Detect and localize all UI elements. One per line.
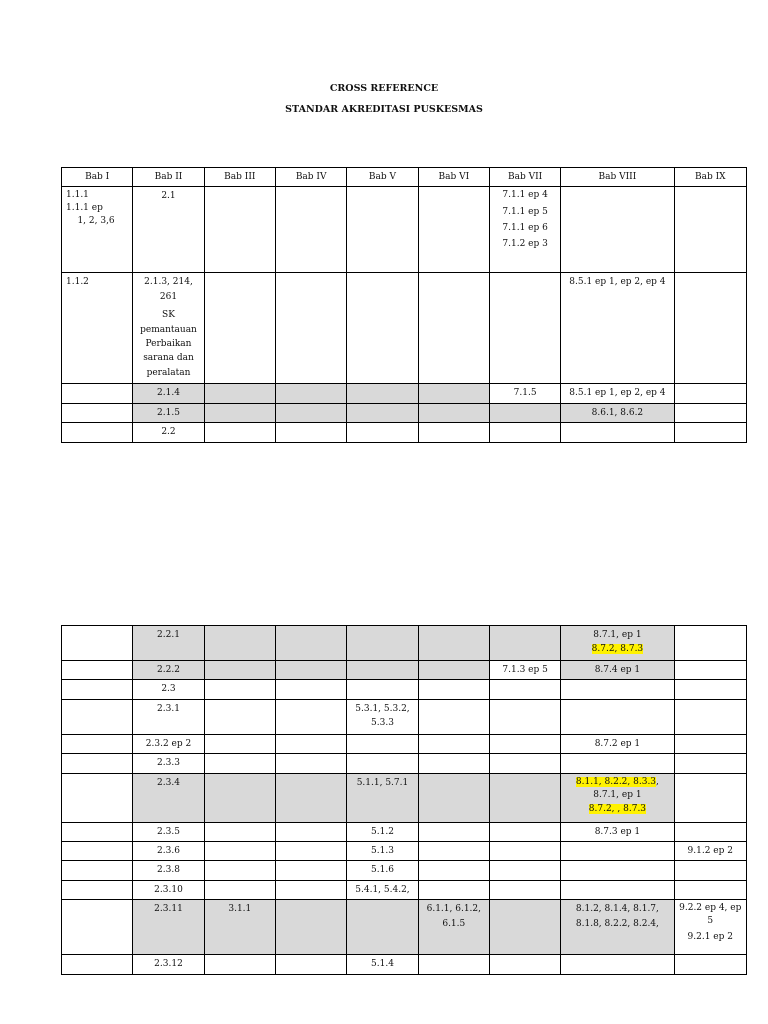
table-cell (347, 626, 418, 661)
table-cell (204, 273, 275, 384)
table-cell (275, 900, 346, 955)
table-row (62, 773, 747, 822)
table-cell (204, 661, 275, 680)
table-cell (418, 423, 489, 442)
table-cell (275, 955, 346, 974)
document-title: CROSS REFERENCE (329, 83, 439, 94)
table-cell (561, 773, 674, 822)
table-row (62, 661, 747, 680)
cell-text: 5.1.3 (371, 845, 394, 856)
table-cell (561, 626, 674, 661)
table-cell (133, 423, 204, 442)
table-cell (204, 754, 275, 773)
table-cell (561, 822, 674, 841)
cell-text: 5.1.2 (371, 826, 394, 837)
table-cell (62, 661, 133, 680)
table-cell (347, 773, 418, 822)
table-cell (347, 955, 418, 974)
cell-text: 2.1.5 (157, 407, 180, 418)
table-cell (204, 773, 275, 822)
table-cell (489, 734, 560, 753)
table-cell (133, 699, 204, 734)
table-cell (489, 384, 560, 403)
table-cell (275, 861, 346, 880)
table-cell (275, 880, 346, 899)
table-cell (674, 861, 746, 880)
cell-text: 7.1.5 (513, 388, 537, 399)
table-row (62, 900, 747, 955)
table-cell (275, 822, 346, 841)
table-cell (674, 680, 746, 699)
cell-text: SK pemantauan Perbaikan sarana dan peralatan (140, 310, 197, 378)
table-cell (133, 734, 204, 753)
table-cell (133, 955, 204, 974)
table-cell (204, 403, 275, 422)
table-cell (204, 423, 275, 442)
table-cell (133, 384, 204, 403)
table-cell (275, 841, 346, 860)
table-cell (418, 187, 489, 273)
table-cell (204, 822, 275, 841)
table-cell (62, 880, 133, 899)
table-cell (62, 423, 133, 442)
table-cell (347, 384, 418, 403)
table-cell (347, 822, 418, 841)
table-cell (204, 187, 275, 273)
table-cell (275, 403, 346, 422)
table-cell (62, 626, 133, 661)
table-cell (561, 273, 674, 384)
table-row (62, 626, 747, 661)
cell-text: 7.1.1 ep 4 (502, 190, 548, 201)
table-cell (674, 900, 746, 955)
table-row (62, 680, 747, 699)
table-cell (561, 680, 674, 699)
table-row (62, 699, 747, 734)
table-cell (674, 955, 746, 974)
cell-text: 8.7.2 ep 1 (594, 738, 641, 749)
table-cell (275, 187, 346, 273)
column-header-bab-4: Bab IV (275, 168, 346, 187)
table-cell (275, 423, 346, 442)
table-cell (347, 403, 418, 422)
column-header-bab-5: Bab V (347, 168, 418, 187)
table-cell (674, 773, 746, 822)
cell-text: 1.1.1 (66, 190, 89, 201)
table-cell (347, 734, 418, 753)
table-cell (347, 699, 418, 734)
table-cell (133, 680, 204, 699)
table-cell (561, 403, 674, 422)
table-cell (418, 661, 489, 680)
table-cell (489, 861, 560, 880)
table-cell (561, 423, 674, 442)
table-cell (62, 861, 133, 880)
table-cell (674, 423, 746, 442)
table-cell (62, 699, 133, 734)
table-cell (489, 187, 560, 273)
table-cell (489, 754, 560, 773)
table-cell (347, 661, 418, 680)
table-cell (418, 626, 489, 661)
table-cell (674, 841, 746, 860)
cross-reference-table-2 (61, 625, 747, 975)
table-cell (561, 734, 674, 753)
column-header-bab-8: Bab VIII (561, 168, 674, 187)
cell-text: 2.3.12 (154, 959, 183, 970)
cell-text: 9.2.2 ep 4, ep 5 (679, 903, 742, 926)
cell-text: 7.1.1 ep 6 (502, 222, 548, 233)
table-cell (489, 773, 560, 822)
cell-text: 2.2 (161, 427, 176, 438)
table-cell (62, 900, 133, 955)
table-cell (133, 880, 204, 899)
column-header-bab-9: Bab IX (674, 168, 746, 187)
table-row (62, 754, 747, 773)
cell-text: 2.3.1 (157, 703, 180, 714)
column-header-bab-3: Bab III (204, 168, 275, 187)
table-cell (62, 841, 133, 860)
table-row (62, 955, 747, 974)
table-cell (489, 423, 560, 442)
table-cell (674, 734, 746, 753)
table-cell (418, 734, 489, 753)
table-row (62, 861, 747, 880)
table-cell (347, 841, 418, 860)
table-row (62, 187, 747, 273)
cell-text: , (656, 776, 659, 787)
column-header-bab-6: Bab VI (418, 168, 489, 187)
table-cell (674, 403, 746, 422)
cell-text: 2.2.1 (157, 630, 180, 640)
cell-text: 2.3.3 (157, 758, 180, 769)
table-cell (674, 626, 746, 661)
cell-text: 8.6.1, 8.6.2 (591, 407, 644, 418)
cell-text: 2.1.3, 214, 261 (144, 277, 193, 302)
table-cell (347, 754, 418, 773)
table-cell (418, 880, 489, 899)
cell-text: 8.5.1 ep 1, ep 2, ep 4 (569, 388, 666, 399)
table-cell (418, 273, 489, 384)
table-cell (674, 661, 746, 680)
cell-text: 7.1.1 ep 5 (502, 206, 548, 217)
table-cell (275, 734, 346, 753)
table-cell (489, 626, 560, 661)
table-cell (133, 187, 204, 273)
cell-text: 2.3.8 (157, 865, 180, 876)
table-cell (347, 423, 418, 442)
table-cell (133, 773, 204, 822)
document-subtitle: STANDAR AKREDITASI PUSKESMAS (285, 104, 483, 115)
table-cell (674, 273, 746, 384)
cell-text: 2.3.10 (154, 884, 183, 895)
cell-text: 5.1.1, 5.7.1 (356, 777, 409, 788)
table-cell (418, 403, 489, 422)
table-cell (133, 822, 204, 841)
cross-reference-table-1 (61, 167, 747, 443)
table-cell (489, 841, 560, 860)
table-cell (561, 187, 674, 273)
table-cell (347, 680, 418, 699)
table-cell (62, 187, 133, 273)
table-cell (62, 754, 133, 773)
table-cell (674, 822, 746, 841)
table-row (62, 841, 747, 860)
cell-text: 7.1.3 ep 5 (502, 665, 548, 675)
table-cell (489, 403, 560, 422)
table-cell (62, 273, 133, 384)
table-cell (204, 955, 275, 974)
table-cell (275, 773, 346, 822)
table-cell (347, 187, 418, 273)
table-cell (561, 861, 674, 880)
highlighted-text: 8.7.2, , 8.7.3 (588, 803, 647, 814)
cell-text: 2.3 (161, 684, 176, 695)
cell-text: 2.2.2 (157, 665, 180, 675)
table-cell (133, 861, 204, 880)
table-cell (62, 680, 133, 699)
cell-text: 6.1.1, 6.1.2, 6.1.5 (426, 904, 481, 929)
table-cell (418, 861, 489, 880)
table-cell (275, 754, 346, 773)
table-cell (204, 699, 275, 734)
table-cell (561, 900, 674, 955)
table-cell (418, 384, 489, 403)
cell-text: 5.1.4 (371, 959, 394, 970)
table-cell (561, 699, 674, 734)
table-cell (275, 699, 346, 734)
cell-text: 2.3.5 (157, 826, 180, 837)
table-cell (204, 626, 275, 661)
table-row (62, 822, 747, 841)
column-header-bab-2: Bab II (133, 168, 204, 187)
table-cell (489, 680, 560, 699)
table-cell (133, 403, 204, 422)
cell-text: 2.3.11 (154, 904, 183, 915)
table-cell (133, 273, 204, 384)
table-cell (204, 384, 275, 403)
table-cell (489, 822, 560, 841)
cell-text: 2.1.4 (157, 388, 180, 399)
cell-text: 8.5.1 ep 1, ep 2, ep 4 (569, 277, 666, 288)
table-cell (561, 384, 674, 403)
table-cell (62, 403, 133, 422)
table-row (62, 384, 747, 403)
cell-text: 2.3.6 (157, 845, 180, 856)
cell-text: 5.4.1, 5.4.2, (355, 884, 410, 895)
table-cell (674, 754, 746, 773)
table-cell (489, 955, 560, 974)
cell-text: 8.7.3 ep 1 (594, 826, 641, 837)
cell-text: 2.3.4 (157, 777, 180, 788)
table-cell (418, 699, 489, 734)
table-cell (204, 734, 275, 753)
table-cell (561, 841, 674, 860)
highlighted-text: 8.1.1, 8.2.2, 8.3.3 (575, 776, 657, 787)
table-cell (674, 699, 746, 734)
table-cell (275, 680, 346, 699)
cell-text: 5.3.1, 5.3.2, 5.3.3 (355, 703, 410, 729)
table-cell (133, 626, 204, 661)
cell-text: 8.7.1, ep 1 (593, 790, 642, 801)
table-cell (489, 900, 560, 955)
table-row (62, 734, 747, 753)
cell-text: 8.1.2, 8.1.4, 8.1.7, 8.1.8, 8.2.2, 8.2.4, (575, 904, 659, 929)
table-cell (62, 773, 133, 822)
table-cell (204, 841, 275, 860)
table-cell (204, 680, 275, 699)
table-cell (275, 661, 346, 680)
cell-text: 9.2.1 ep 2 (687, 932, 733, 943)
table-row (62, 880, 747, 899)
table-cell (561, 661, 674, 680)
table-cell (275, 273, 346, 384)
table-cell (418, 822, 489, 841)
table-cell (62, 822, 133, 841)
table-cell (489, 699, 560, 734)
table-header-row (62, 168, 747, 187)
cell-text: 2.1 (161, 191, 176, 202)
cell-text: 9.1.2 ep 2 (687, 845, 733, 856)
table-cell (204, 880, 275, 899)
cell-text: 1, 2, 3,6 (66, 215, 115, 226)
cell-text: 3.1.1 (228, 904, 252, 915)
table-cell (204, 900, 275, 955)
table-row (62, 423, 747, 442)
table-cell (489, 273, 560, 384)
table-cell (418, 955, 489, 974)
cell-text: 7.1.2 ep 3 (502, 238, 548, 249)
cell-text: 5.1.6 (371, 865, 394, 876)
column-header-bab-1: Bab I (62, 168, 133, 187)
table-cell (489, 661, 560, 680)
table-cell (62, 734, 133, 753)
table-cell (674, 187, 746, 273)
table-cell (347, 880, 418, 899)
table-cell (489, 880, 560, 899)
cell-text: 1.1.1 ep (66, 202, 103, 213)
table-cell (133, 661, 204, 680)
cell-text: 8.7.1, ep 1 (593, 630, 642, 640)
table-cell (133, 841, 204, 860)
table-cell (347, 900, 418, 955)
table-cell (418, 773, 489, 822)
table-cell (561, 955, 674, 974)
table-cell (275, 626, 346, 661)
table-cell (133, 754, 204, 773)
table-cell (133, 900, 204, 955)
table-cell (62, 955, 133, 974)
table-cell (347, 273, 418, 384)
table-cell (418, 680, 489, 699)
table-cell (674, 880, 746, 899)
column-header-bab-7: Bab VII (489, 168, 560, 187)
table-cell (561, 754, 674, 773)
table-cell (418, 754, 489, 773)
highlighted-text: 8.7.2, 8.7.3 (591, 644, 644, 655)
cell-text: 1.1.2 (66, 277, 89, 288)
table-cell (62, 384, 133, 403)
table-row (62, 273, 747, 384)
table-cell (275, 384, 346, 403)
table-cell (204, 861, 275, 880)
table-cell (418, 841, 489, 860)
table-cell (674, 384, 746, 403)
table-row (62, 403, 747, 422)
table-cell (347, 861, 418, 880)
cell-text: 2.3.2 ep 2 (145, 738, 192, 749)
table-cell (561, 880, 674, 899)
cell-text: 8.7.4 ep 1 (594, 665, 641, 675)
table-cell (418, 900, 489, 955)
